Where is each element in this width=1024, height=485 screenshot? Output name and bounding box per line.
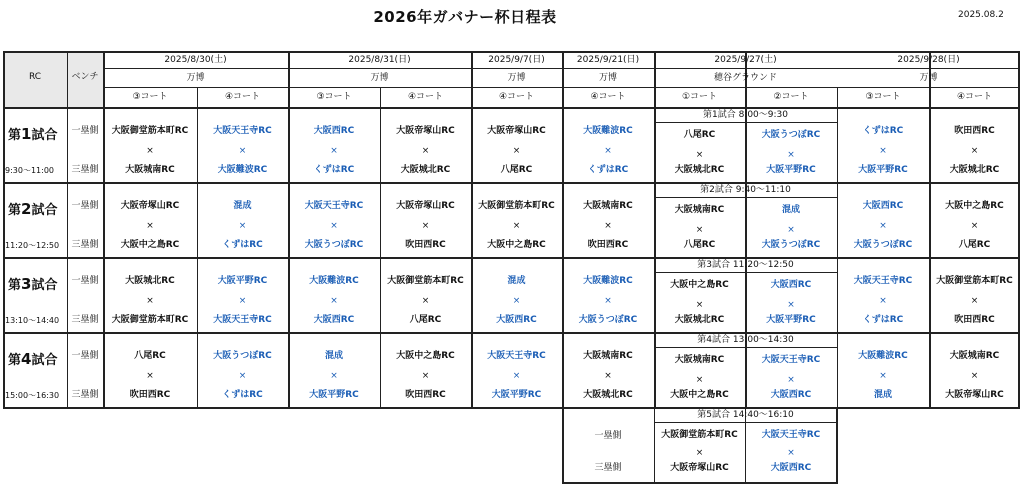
- court-header: ④コート: [224, 92, 261, 102]
- team-third: 大阪帝塚山RC: [945, 390, 1004, 400]
- vs-mark: ×: [421, 371, 430, 381]
- team-third: 八尾RC: [500, 165, 533, 175]
- vs-mark: ×: [879, 371, 887, 381]
- team-third: 大阪城北RC: [583, 390, 633, 400]
- team-first: 大阪帝塚山RC: [396, 201, 455, 211]
- team-third: 混成: [873, 390, 892, 400]
- team-first: 大阪難波RC: [309, 276, 359, 286]
- vs-mark: ×: [146, 296, 154, 306]
- game-number: 2: [21, 200, 32, 218]
- slot-header: 第3試合 11:20〜12:50: [697, 260, 794, 270]
- team-third: 八尾RC: [683, 240, 716, 250]
- game-label-suffix: 試合: [31, 353, 58, 368]
- bench-third-base: 三塁側: [71, 240, 99, 250]
- date-header: 2025/9/7(日): [488, 55, 545, 65]
- team-first: 大阪帝塚山RC: [396, 126, 455, 136]
- page-title: 2026年ガバナー杯日程表: [373, 8, 557, 26]
- date-header: 2025/9/21(日): [576, 55, 640, 65]
- team-first: 大阪西RC: [862, 201, 904, 211]
- row-border: [3, 182, 1020, 184]
- vs-mark: ×: [970, 296, 979, 306]
- vs-mark: ×: [238, 296, 247, 306]
- game-label: [8, 125, 58, 143]
- venue-header: 万博: [919, 73, 938, 83]
- bench-third-base: 三塁側: [71, 315, 99, 325]
- venue-header: 万博: [370, 73, 389, 83]
- team-third: 大阪中之島RC: [120, 240, 180, 250]
- team-first: 大阪中之島RC: [945, 201, 1004, 211]
- venue-header: 万博: [186, 73, 205, 83]
- court-header: ③コート: [132, 92, 168, 102]
- team-third: 大阪西RC: [770, 463, 812, 473]
- team-third: 大阪平野RC: [491, 390, 542, 400]
- bench-third-base: 三塁側: [71, 390, 99, 400]
- venue-header: 万博: [598, 73, 617, 83]
- team-third: 吹田西RC: [587, 240, 629, 250]
- vs-mark: ×: [970, 221, 979, 231]
- game-label-prefix: 第: [8, 278, 22, 293]
- team-first: 混成: [507, 276, 526, 286]
- team-first: 大阪天王寺RC: [853, 276, 913, 286]
- vs-mark: ×: [695, 300, 704, 310]
- vs-mark: ×: [787, 300, 795, 310]
- game-label: [8, 275, 58, 293]
- vs-mark: ×: [146, 371, 154, 381]
- team-third: 大阪平野RC: [309, 390, 359, 400]
- team-third: くずはRC: [587, 165, 629, 175]
- team-third: 吹田西RC: [405, 240, 446, 250]
- vs-mark: ×: [787, 375, 795, 385]
- team-first: 大阪難波RC: [858, 351, 908, 361]
- team-first: 大阪西RC: [313, 126, 355, 136]
- row-border: [3, 332, 1020, 334]
- team-first: 大阪西RC: [770, 280, 812, 290]
- vs-mark: ×: [238, 371, 247, 381]
- vs-mark: ×: [604, 146, 612, 156]
- vs-mark: ×: [879, 221, 887, 231]
- slot-header-line: [654, 122, 837, 123]
- team-first: 大阪御堂筋本町RC: [936, 276, 1013, 286]
- team-third: 大阪城南RC: [125, 165, 175, 175]
- team-first: 混成: [324, 351, 343, 361]
- vs-mark: ×: [330, 221, 338, 231]
- team-third: 大阪城北RC: [400, 165, 451, 175]
- venue-header: 万博: [507, 73, 526, 83]
- team-first: 大阪難波RC: [583, 276, 633, 286]
- team-third: 大阪中之島RC: [670, 390, 729, 400]
- game-number: 1: [21, 125, 32, 143]
- slot-header: 第2試合 9:40〜11:10: [700, 185, 791, 195]
- team-first: 大阪天王寺RC: [213, 126, 272, 136]
- date-header: 2025/9/28(日): [897, 55, 960, 65]
- team-third: くずはRC: [862, 315, 904, 325]
- slot-header: 第5試合 14:40〜16:10: [697, 410, 794, 420]
- vs-mark: ×: [879, 146, 887, 156]
- court-header: ①コート: [681, 92, 718, 102]
- table-left-border: [3, 51, 5, 408]
- team-first: 大阪うつぼRC: [213, 351, 272, 361]
- vs-mark: ×: [421, 296, 430, 306]
- team-first: 大阪城南RC: [674, 205, 725, 215]
- team-third: 八尾RC: [409, 315, 442, 325]
- team-third: 吹田西RC: [129, 390, 171, 400]
- team-first: 混成: [233, 201, 252, 211]
- court-header: ③コート: [316, 92, 352, 102]
- game-label: [8, 200, 58, 218]
- date-header: 2025/8/31(日): [348, 55, 411, 65]
- vs-mark: ×: [604, 371, 612, 381]
- vs-mark: ×: [695, 375, 704, 385]
- team-first: 大阪御堂筋本町RC: [661, 430, 738, 440]
- team-first: 八尾RC: [134, 351, 166, 361]
- game-label-suffix: 試合: [31, 278, 58, 293]
- court-header: ④コート: [956, 92, 993, 102]
- team-third: 大阪城北RC: [674, 165, 725, 175]
- team-third: 大阪うつぼRC: [853, 240, 913, 250]
- vs-mark: ×: [695, 150, 704, 160]
- team-first: 八尾RC: [683, 130, 716, 140]
- team-first: 大阪城南RC: [949, 351, 1000, 361]
- vs-mark: ×: [238, 221, 247, 231]
- game-time: 13:10〜14:40: [5, 316, 60, 325]
- team-first: 大阪御堂筋本町RC: [111, 126, 189, 136]
- vs-mark: ×: [604, 221, 612, 231]
- court-header: ④コート: [590, 92, 626, 102]
- team-first: 混成: [781, 205, 800, 215]
- vs-mark: ×: [330, 371, 338, 381]
- team-first: 大阪御堂筋本町RC: [387, 276, 464, 286]
- team-third: 大阪うつぼRC: [578, 315, 638, 325]
- vs-mark: ×: [421, 221, 430, 231]
- team-first: くずはRC: [862, 126, 904, 136]
- game-label: [8, 350, 58, 368]
- vs-mark: ×: [512, 296, 521, 306]
- team-first: 大阪帝塚山RC: [487, 126, 546, 136]
- team-third: 大阪平野RC: [766, 165, 816, 175]
- game-time: 9:30〜11:00: [5, 166, 55, 175]
- game-label-prefix: 第: [8, 203, 22, 218]
- team-third: 大阪平野RC: [858, 165, 908, 175]
- slot-header-line: [654, 197, 837, 198]
- game-label-suffix: 試合: [31, 128, 58, 143]
- team-third: 吹田西RC: [405, 390, 446, 400]
- bench-first-base: 一塁側: [71, 126, 99, 136]
- game-time: 11:20〜12:50: [5, 241, 60, 250]
- vs-mark: ×: [512, 146, 521, 156]
- court-header: ③コート: [865, 92, 901, 102]
- vs-mark: ×: [695, 225, 704, 235]
- team-third: 大阪西RC: [496, 315, 537, 325]
- vs-mark: ×: [146, 146, 154, 156]
- vs-mark: ×: [787, 448, 795, 458]
- team-first: 大阪城南RC: [583, 201, 633, 211]
- court-header: ④コート: [498, 92, 535, 102]
- team-third: くずはRC: [222, 240, 263, 250]
- team-first: 大阪中之島RC: [396, 351, 455, 361]
- vs-mark: ×: [604, 296, 612, 306]
- team-first: 大阪天王寺RC: [487, 351, 546, 361]
- game-label-prefix: 第: [8, 128, 22, 143]
- date-header: 2025/8/30(土): [164, 55, 227, 65]
- team-third: 大阪帝塚山RC: [670, 463, 729, 473]
- team-first: 大阪天王寺RC: [761, 355, 821, 365]
- vs-mark: ×: [879, 296, 887, 306]
- game-number: 3: [21, 275, 32, 293]
- team-first: 大阪天王寺RC: [761, 430, 821, 440]
- vs-mark: ×: [787, 150, 795, 160]
- team-first: 大阪御堂筋本町RC: [478, 201, 555, 211]
- slot-header-line: [654, 422, 837, 423]
- team-third: 大阪天王寺RC: [213, 315, 272, 325]
- team-first: 大阪平野RC: [217, 276, 268, 286]
- team-third: 大阪御堂筋本町RC: [111, 315, 189, 325]
- header-bottom-border: [3, 107, 1020, 109]
- team-first: 大阪天王寺RC: [304, 201, 364, 211]
- bench-first-base: 一塁側: [594, 431, 622, 441]
- vs-mark: ×: [330, 146, 338, 156]
- issue-date: 2025.08.2: [958, 10, 1004, 20]
- slot-header-line: [654, 272, 837, 273]
- vs-mark: ×: [695, 448, 704, 458]
- team-third: 大阪西RC: [770, 390, 812, 400]
- team-third: くずはRC: [222, 390, 263, 400]
- team-third: 吹田西RC: [954, 315, 995, 325]
- court-header: ②コート: [773, 92, 809, 102]
- team-first: 大阪城南RC: [674, 355, 725, 365]
- bench-first-base: 一塁側: [71, 276, 99, 286]
- extra-bottom-border: [562, 482, 837, 484]
- slot-header-line: [654, 347, 837, 348]
- team-third: 大阪うつぼRC: [304, 240, 364, 250]
- row-border: [3, 407, 1020, 409]
- team-first: 大阪城南RC: [583, 351, 633, 361]
- team-first: 大阪うつぼRC: [761, 130, 821, 140]
- bench-first-base: 一塁側: [71, 351, 99, 361]
- vs-mark: ×: [330, 296, 338, 306]
- bench-third-base: 三塁側: [594, 463, 622, 473]
- vs-mark: ×: [146, 221, 154, 231]
- row-border: [3, 257, 1020, 259]
- court-header: ④コート: [407, 92, 444, 102]
- bench-first-base: 一塁側: [71, 201, 99, 211]
- team-third: 大阪城北RC: [949, 165, 1000, 175]
- team-third: 大阪平野RC: [766, 315, 816, 325]
- vs-mark: ×: [970, 146, 979, 156]
- team-third: 大阪城北RC: [674, 315, 725, 325]
- header-bench: ベンチ: [71, 72, 99, 82]
- team-third: 大阪中之島RC: [487, 240, 546, 250]
- venue-header: 穂谷グラウンド: [713, 73, 777, 83]
- team-first: 大阪難波RC: [583, 126, 633, 136]
- team-third: 大阪西RC: [313, 315, 355, 325]
- game-label-suffix: 試合: [31, 203, 58, 218]
- team-first: 大阪城北RC: [125, 276, 175, 286]
- game-number: 4: [21, 350, 32, 368]
- game-time: 15:00〜16:30: [5, 391, 60, 400]
- vs-mark: ×: [421, 146, 430, 156]
- date-header: 2025/9/27(土): [714, 55, 777, 65]
- vs-mark: ×: [512, 221, 521, 231]
- bench-third-base: 三塁側: [71, 165, 99, 175]
- header-rc: RC: [28, 72, 42, 82]
- vs-mark: ×: [238, 146, 247, 156]
- team-first: 大阪帝塚山RC: [120, 201, 180, 211]
- vs-mark: ×: [970, 371, 979, 381]
- team-third: 大阪うつぼRC: [761, 240, 821, 250]
- team-third: 八尾RC: [958, 240, 991, 250]
- slot-header: 第1試合 8:00〜9:30: [702, 110, 788, 120]
- team-third: 大阪難波RC: [217, 165, 268, 175]
- game-label-prefix: 第: [8, 353, 22, 368]
- table-top-border: [3, 51, 1020, 53]
- slot-header: 第4試合 13:00〜14:30: [697, 335, 794, 345]
- team-first: 大阪中之島RC: [670, 280, 729, 290]
- vs-mark: ×: [787, 225, 795, 235]
- team-third: くずはRC: [313, 165, 355, 175]
- vs-mark: ×: [512, 371, 521, 381]
- team-first: 吹田西RC: [954, 126, 995, 136]
